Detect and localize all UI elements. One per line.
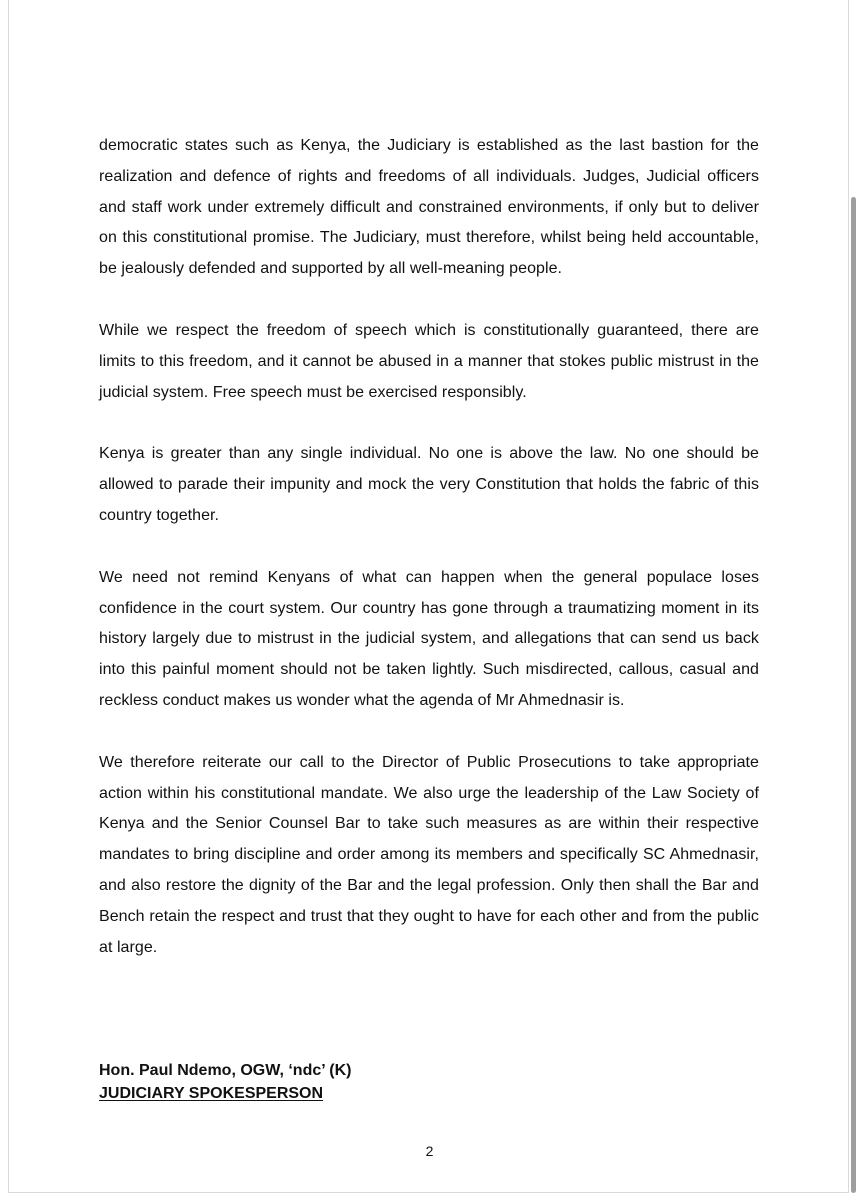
scrollbar-thumb[interactable] [851, 197, 856, 1193]
document-body [99, 131, 759, 963]
signatory-title: JUDICIARY SPOKESPERSON [99, 1085, 324, 1102]
paragraph-call-to-action: We therefore reiterate our call to the Director of Public Prosecutions to take appropriate action within his constitutional mandate. We also urge the leadership of the Law Society of Kenya and the Senior Counsel Bar to take such measures as are within their respective mandates to bring discipline and order among its members and specifically SC Ahmednasir, and also restore the dignity of the Bar and the legal profession. Only then shall the Bar and Bench retain the respect and trust that they ought to have for each other and from the public at large. [99, 753, 759, 956]
scrollbar[interactable] [850, 0, 858, 1200]
signature-block [99, 1059, 351, 1105]
paragraph-freedom-of-speech: While we respect the freedom of speech which is constitutionally guaranteed, there are limits to this freedom, and it cannot be abused in a manner that stokes public mistrust in the judicial system. Free speech must be exercised responsibly. [99, 321, 759, 401]
paragraph-judiciary-bastion: democratic states such as Kenya, the Judiciary is established as the last bastion for the realization and defence of rights and freedoms of all individuals. Judges, Judicial officers and staff work under extremely difficult and constrained environments, if only but to deliver on this constitutional promise. The Judiciary, must therefore, whilst being held accountable, be jealously defended and supported by all well-meaning people. [99, 137, 759, 278]
paragraph-public-confidence: We need not remind Kenyans of what can happen when the general populace loses confidence in the court system. Our country has gone through a traumatizing moment in its history largely due to mistrust in the judicial system, and allegations that can send us back into this painful moment should not be taken lightly. Such misdirected, callous, casual and reckless conduct makes us wonder what the agenda of Mr Ahmednasir is. [99, 568, 759, 709]
paragraph-kenya-greater: Kenya is greater than any single individual. No one is above the law. No one should be allowed to parade their impunity and mock the very Constitution that holds the fabric of this country together. [99, 445, 759, 524]
page-number: 2 [425, 1143, 434, 1159]
signatory-name: Hon. Paul Ndemo, OGW, ‘ndc’ (K) [99, 1062, 352, 1079]
